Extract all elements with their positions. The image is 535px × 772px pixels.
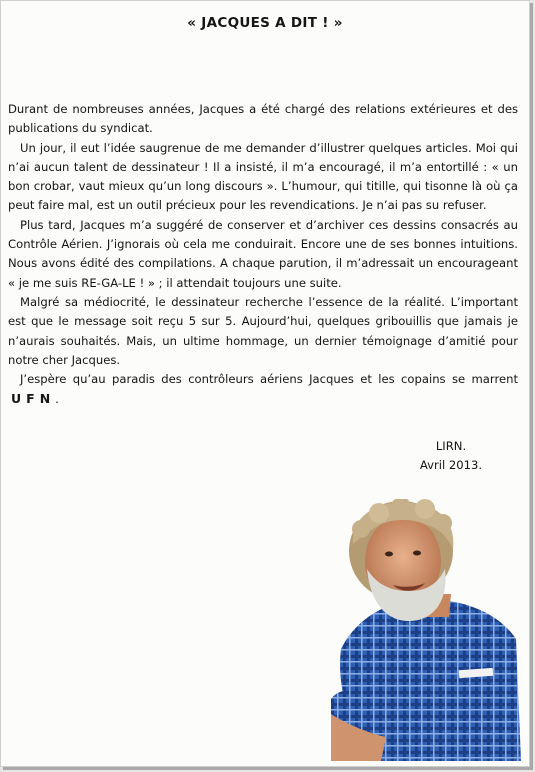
signature-name: LIRN. <box>435 439 467 453</box>
paragraph-2: Un jour, il eut l’idée saugrenue de me demander d’illustrer quelques articles. Moi qui n’ai aucun talent de dessinateur ! Il a insisté, il m’a encouragé, il m’a entortillé : « un bon crobar, vaut mieux qu’un long discours ». L’humour, qui titille, qui tisonne là où ça peut faire mal, est un outil précieux pour les revendications. Je n’ai pas su refuser. <box>8 140 518 213</box>
page-title: « JACQUES A DIT ! » <box>187 15 343 31</box>
portrait-photo <box>331 499 521 761</box>
paragraph-5-text: J’espère qu’au paradis des contrôleurs aériens Jacques et les copains se marrent <box>20 372 518 387</box>
paragraph-4: Malgré sa médiocrité, le dessinateur recherche l’essence de la réalité. L’important est que le message soit reçu 5 sur 5. Aujourd’hui, quelques gribouillis que jamais je n’aurais souhaités. Mais, un ultime hommage, un dernier témoignage d’amitié pour notre cher Jacques. <box>8 294 518 367</box>
paragraph-5 <box>8 370 518 410</box>
paragraph-3: Plus tard, Jacques m’a suggéré de conserver et d’archiver ces dessins consacrés au Contrôle Aérien. J’ignorais où cela me conduirait. Encore une de ses bonnes intuitions. Nous avons édité des compilations. A chaque parution, il m’adressait un encourageant « je me suis RE-GA-LE ! » ; il attendait toujours une suite. <box>8 217 518 290</box>
article-body <box>8 100 518 410</box>
ufn-period: . <box>55 392 59 407</box>
signature-date: Avril 2013. <box>419 458 483 472</box>
paragraph-1: Durant de nombreuses années, Jacques a été chargé des relations extérieures et des publications du syndicat. <box>8 102 518 136</box>
ufn-emphasis: UFN <box>11 391 56 407</box>
signature-block <box>401 437 501 475</box>
